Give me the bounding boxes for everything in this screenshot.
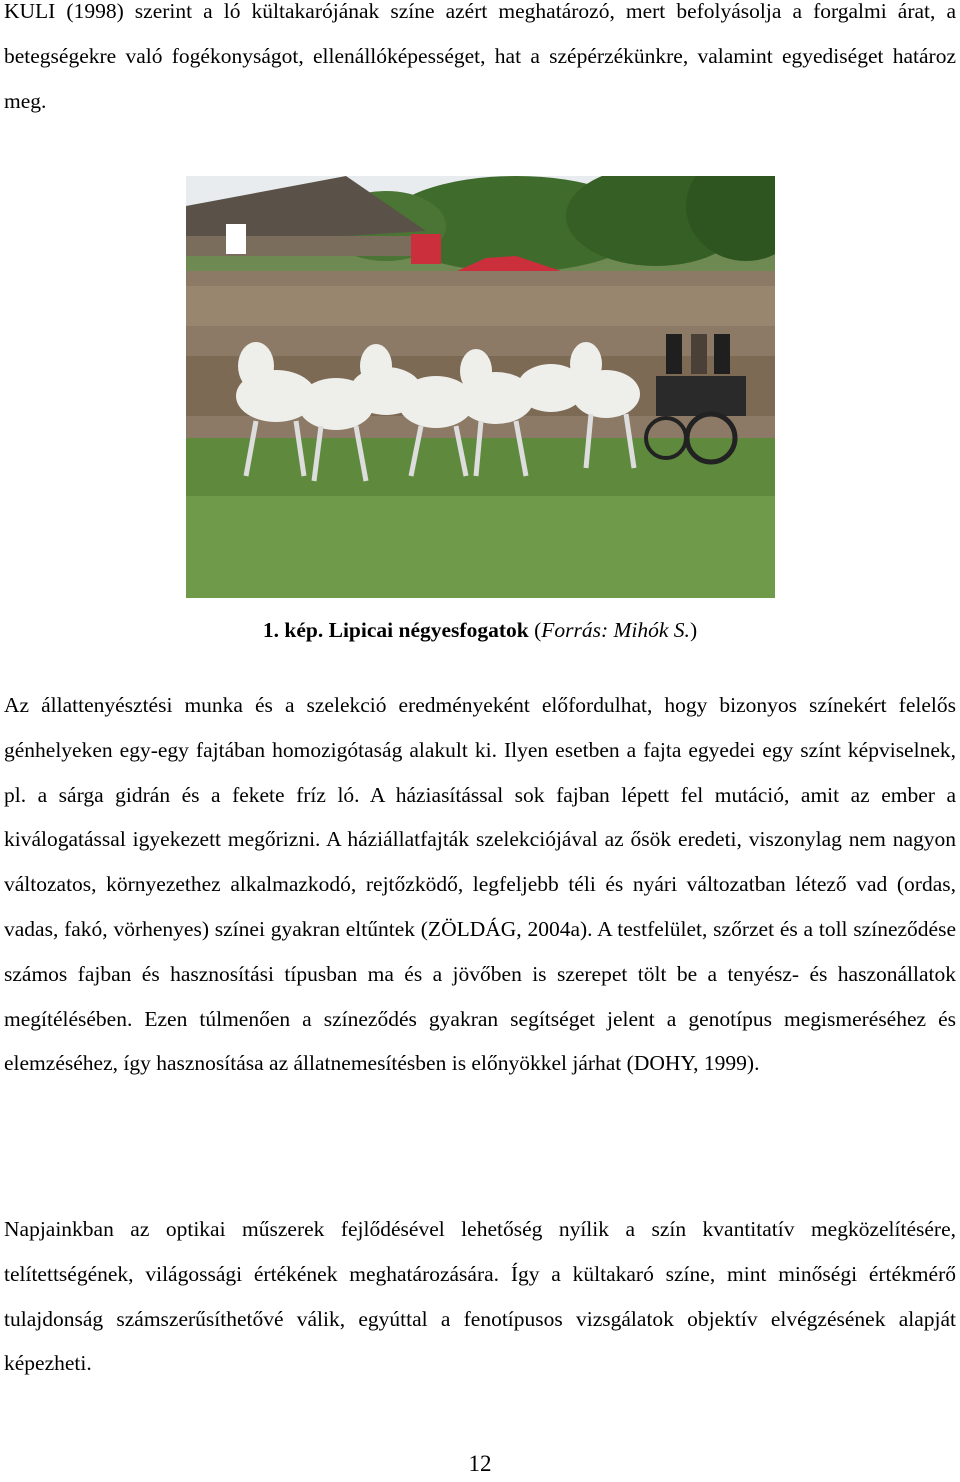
page-number: 12 bbox=[468, 1451, 492, 1476]
paragraph-intro: KULI (1998) szerint a ló kültakarójának színe azért meghatározó, mert befolyásolja a forgalmi árat, a betegségekre való fogékonyságot, ellenállóképességet, hat a szépérzékünkre, valamint egyediséget határoz meg. bbox=[4, 0, 956, 113]
caption-paren-close: ) bbox=[689, 618, 698, 642]
caption-paren-open: ( bbox=[534, 618, 542, 642]
paragraph-optical-instruments: Napjainkban az optikai műszerek fejlődésével lehetőség nyílik a szín kvantitatív megközelítésére, telítettségének, világossági értékének meghatározására. Így a kültakaró színe, mint minőségi értékmérő tulajdonság számszerűsíthetővé válik, egyúttal a fenotípusos vizsgálatok objektív elvégzésének alapját képezheti. bbox=[4, 1217, 956, 1376]
caption-source: Forrás: Mihók S. bbox=[541, 618, 690, 642]
figure-caption bbox=[0, 612, 960, 648]
caption-title: Lipicai négyesfogatok bbox=[328, 618, 529, 642]
caption-label: 1. kép. bbox=[262, 618, 324, 642]
horse-team-photo bbox=[186, 176, 775, 598]
paragraph-color-selection: Az állattenyésztési munka és a szelekció eredményeként előfordulhat, hogy bizonyos színekért felelős génhelyeken egy-egy fajtában homozigótaság alakult ki. Ilyen esetben a fajta egyedei egy színt képviselnek, pl. a sárga gidrán és a fekete fríz ló. A háziasítással sok fajban lépett fel mutáció, amit az ember a kiválogatással igyekezett megőrizni. A háziállatfajták szelekciójával az ősök eredeti, viszonylag nem nagyon változatos, környezethez alkalmazkodó, rejtőzködő, legfeljebb téli és nyári változatban létező vad (ordas, vadas, fakó, vörhenyes) színei gyakran eltűntek (ZÖLDÁG, 2004a). A testfelület, szőrzet és a toll színeződése számos fajban és hasznosítási típusban ma és a jövőben is szerepet tölt be a tenyész- és haszonállatok megítélésében. Ezen túlmenően a színeződés gyakran segítséget jelent a genotípus megismeréséhez és elemzéséhez, így hasznosítása az állatnemesítésben is előnyökkel járhat (DOHY, 1999). bbox=[4, 693, 956, 1076]
